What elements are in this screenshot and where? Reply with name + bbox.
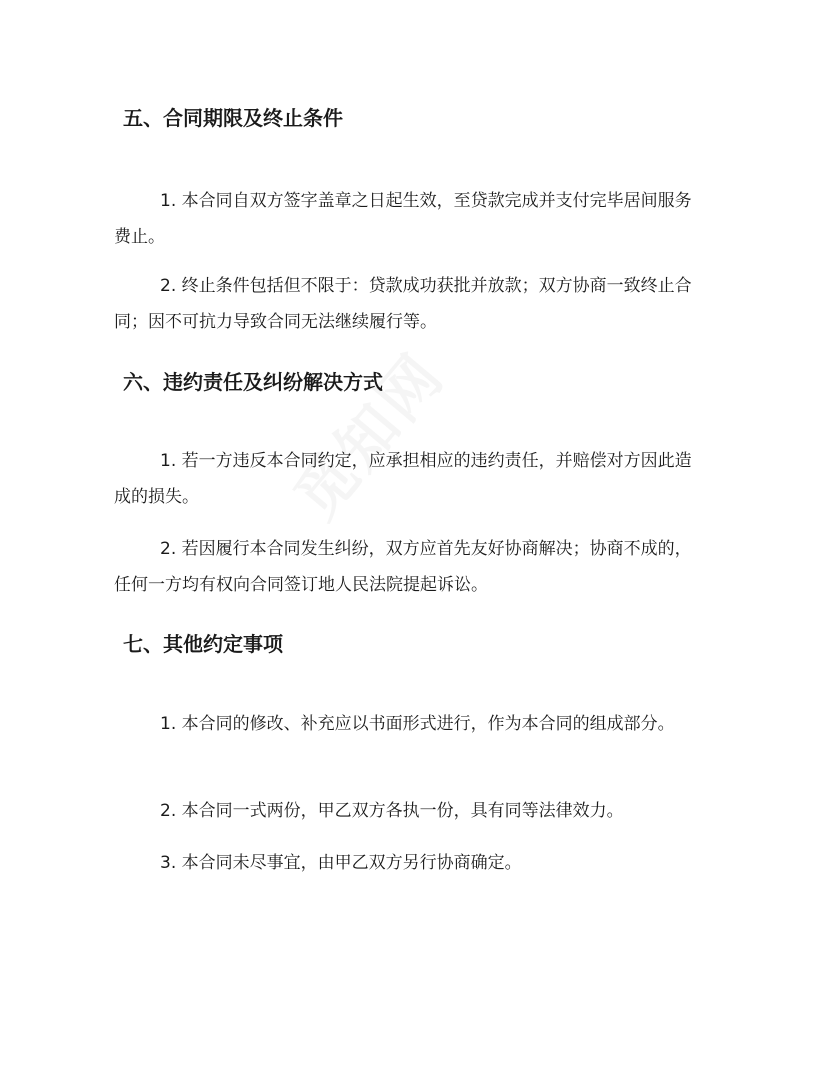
section-5-item-2: 2. 终止条件包括但不限于：贷款成功获批并放款；双方协商一致终止合同；因不可抗力导致合同无法继续履行等。 [114,276,692,332]
section-7-item-3: 3. 本合同未尽事宜，由甲乙双方另行协商确定。 [160,853,522,873]
section-heading-6: 六、违约责任及纠纷解决方式 [123,370,383,394]
section-7-item-2: 2. 本合同一式两份，甲乙双方各执一份，具有同等法律效力。 [160,801,624,821]
section-6-item-2: 2. 若因履行本合同发生纠纷，双方应首先友好协商解决；协商不成的，任何一方均有权向合同签订地人民法院提起诉讼。 [114,539,692,595]
section-6-item-1: 1. 若一方违反本合同约定，应承担相应的违约责任，并赔偿对方因此造成的损失。 [114,451,692,507]
section-heading-7: 七、其他约定事项 [123,632,283,656]
section-heading-5: 五、合同期限及终止条件 [123,106,343,130]
section-7-item-1: 1. 本合同的修改、补充应以书面形式进行，作为本合同的组成部分。 [160,714,675,734]
section-5-item-1: 1. 本合同自双方签字盖章之日起生效，至贷款完成并支付完毕居间服务费止。 [114,191,692,247]
